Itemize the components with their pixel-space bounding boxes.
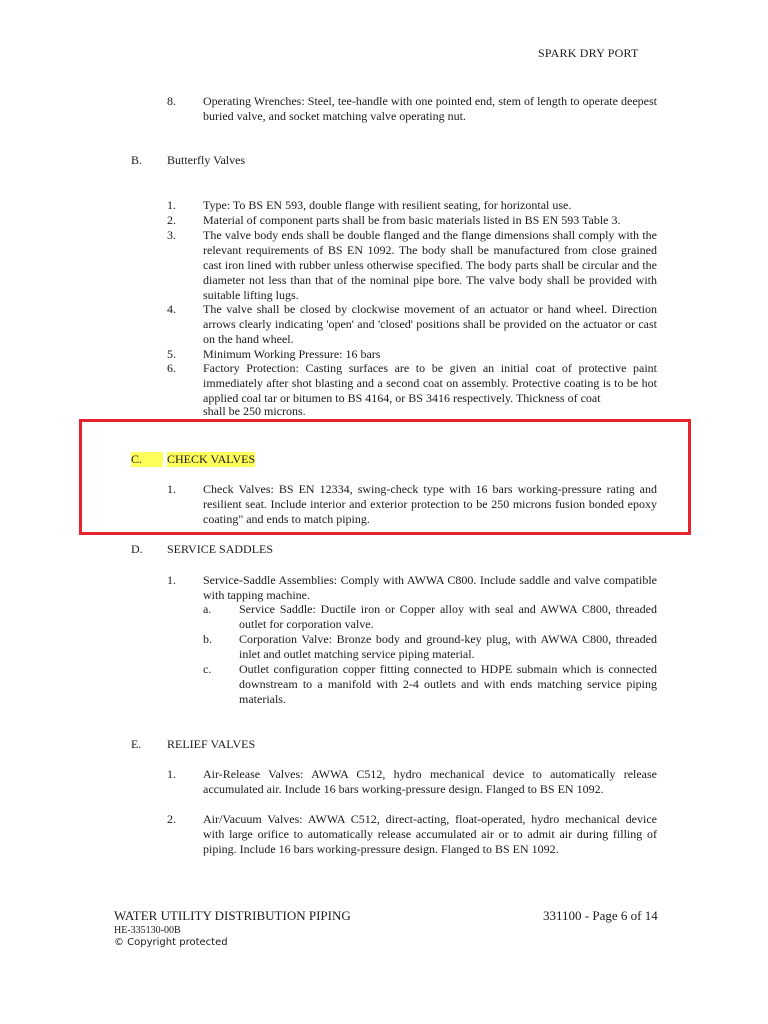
item-number: 1. bbox=[167, 573, 176, 587]
section-c-letter: C. bbox=[131, 452, 163, 467]
section-e-title: RELIEF VALVES bbox=[167, 737, 256, 751]
footer-page-number: 331100 - Page 6 of 14 bbox=[543, 908, 658, 923]
item-number: 6. bbox=[167, 361, 176, 375]
sub-item-letter: a. bbox=[203, 602, 212, 616]
section-b-title: Butterfly Valves bbox=[167, 153, 246, 167]
item-number: 5. bbox=[167, 347, 176, 361]
item-text: The valve body ends shall be double flanged and the flange dimensions shall comply with the relevant requirements of BS EN 1092. The body shall be manufactured from close grained cast iron lined with rubber unless otherwise specified. The body parts shall be circular and the diameter not less than that of the nominal pipe bore. The valve body shall be provided with suitable lifting lugs. bbox=[203, 228, 657, 302]
item-text: Material of component parts shall be from basic materials listed in BS EN 593 Table 3. bbox=[203, 213, 621, 227]
item-number: 1. bbox=[167, 198, 176, 212]
item-number: 8. bbox=[167, 94, 176, 108]
item-number: 3. bbox=[167, 228, 176, 242]
section-c-title: CHECK VALVES bbox=[167, 452, 256, 466]
item-text: Air-Release Valves: AWWA C512, hydro mechanical device to automatically release accumulated air. Include 16 bars working-pressure design. Flanged to BS EN 1092. bbox=[203, 767, 657, 796]
sub-item-text: Corporation Valve: Bronze body and ground-key plug, with AWWA C800, threaded inlet and outlet matching service piping material. bbox=[239, 632, 657, 661]
item-text: Factory Protection: Casting surfaces are to be given an initial coat of protective paint immediately after shot blasting and a second coat on assembly. Protective coating is to be hot applied coal tar or bitumen to BS 4164, or BS 3416 respectively. Thickness of coat bbox=[203, 361, 657, 405]
cutoff-text-line bbox=[203, 404, 657, 418]
section-d-title: SERVICE SADDLES bbox=[167, 542, 274, 556]
sub-item-text: Service Saddle: Ductile iron or Copper alloy with seal and AWWA C800, threaded outlet for corporation valve. bbox=[239, 602, 657, 631]
item-text: Type: To BS EN 593, double flange with resilient seating, for horizontal use. bbox=[203, 198, 572, 212]
footer-section-title: WATER UTILITY DISTRIBUTION PIPING bbox=[114, 908, 351, 923]
item-number: 1. bbox=[167, 482, 176, 496]
footer-document-code: HE-335130-00B bbox=[114, 925, 181, 936]
item-text: Operating Wrenches: Steel, tee-handle with one pointed end, stem of length to operate deepest buried valve, and socket matching valve operating nut. bbox=[203, 94, 657, 123]
section-b-letter: B. bbox=[131, 153, 143, 167]
section-e-letter: E. bbox=[131, 737, 142, 751]
header-project-name: SPARK DRY PORT bbox=[538, 46, 639, 60]
item-text: Service-Saddle Assemblies: Comply with AWWA C800. Include saddle and valve compatible with tapping machine. bbox=[203, 573, 657, 602]
sub-item-text: Outlet configuration copper fitting connected to HDPE submain which is connected downstream to a manifold with 2-4 outlets and with ends matching service piping materials. bbox=[239, 662, 657, 706]
item-number: 1. bbox=[167, 767, 176, 781]
cutoff-text: shall be 250 microns. bbox=[203, 404, 306, 418]
item-text: The valve shall be closed by clockwise movement of an actuator or hand wheel. Direction arrows clearly indicating 'open' and 'closed' positions shall be provided on the actuator or cast on the hand wheel. bbox=[203, 302, 657, 346]
item-number: 2. bbox=[167, 213, 176, 227]
item-text: Air/Vacuum Valves: AWWA C512, direct-acting, float-operated, hydro mechanical device with large orifice to automatically release accumulated air or to admit air during filling of piping. Include 16 bars working-pressure design. Flanged to BS EN 1092. bbox=[203, 812, 657, 856]
item-number: 4. bbox=[167, 302, 176, 316]
footer-copyright: © Copyright protected bbox=[114, 937, 228, 948]
sub-item-letter: c. bbox=[203, 662, 212, 676]
item-text: Check Valves: BS EN 12334, swing-check type with 16 bars working-pressure rating and resilient seat. Include interior and exterior protection to be 250 microns fusion bonded epoxy coating" and ends to match piping. bbox=[203, 482, 657, 526]
section-d-letter: D. bbox=[131, 542, 143, 556]
sub-item-letter: b. bbox=[203, 632, 212, 646]
item-number: 2. bbox=[167, 812, 176, 826]
item-text: Minimum Working Pressure: 16 bars bbox=[203, 347, 381, 361]
